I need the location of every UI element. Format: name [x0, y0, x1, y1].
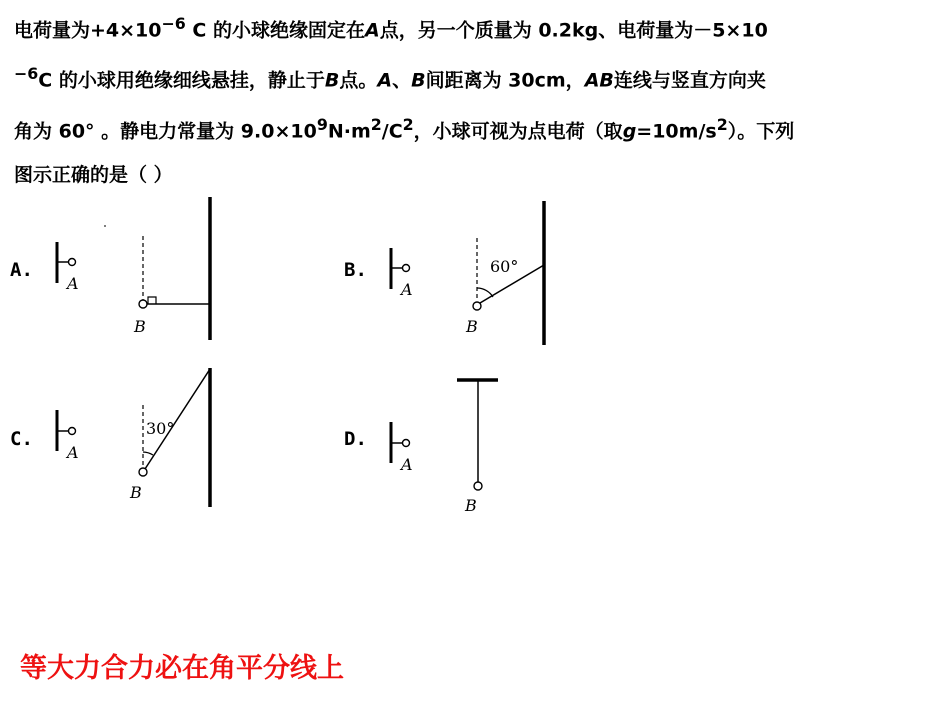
point-b-label: B	[130, 483, 142, 502]
ball-b	[474, 482, 482, 490]
diagram-option-a[interactable]	[57, 197, 210, 340]
angle-arc	[477, 288, 493, 297]
point-a-label: A	[67, 443, 79, 462]
answer-note: 等大力合力必在角平分线上	[20, 653, 344, 684]
question-line-2: $^{-6}$C 的小球用绝缘细线悬挂，静止于B点。A、B间距离为 30cm，AB连线与竖直方向夹	[14, 64, 766, 92]
ball-b	[473, 302, 481, 310]
angle-label: 30°	[146, 419, 175, 438]
point-a-label: A	[401, 280, 413, 299]
question-line-1: 电荷量为$+4\times 10^{-6}$ C 的小球绝缘固定在A点，另一个质量为 0.2kg、电荷量为－5×10	[14, 14, 768, 42]
option-d-label[interactable]: D.	[344, 428, 367, 450]
question-line-4: 图示正确的是（ ）	[14, 163, 173, 186]
option-b-label[interactable]: B.	[344, 259, 367, 281]
right-angle-mark	[148, 297, 156, 304]
point-a-label: A	[401, 455, 413, 474]
point-a-label: A	[67, 274, 79, 293]
option-c-label[interactable]: C.	[10, 428, 33, 450]
option-a-label[interactable]: A.	[10, 259, 33, 281]
angle-label: 60°	[490, 257, 519, 276]
point-b-label: B	[134, 317, 146, 336]
question-line-3: 角为 60° 。静电力常量为 $9.0\times 10^9N\cdot m^2/C^2$，小球可视为点电荷（取$g=10m/s^2$）。下列	[14, 114, 795, 142]
point-b-label: B	[466, 317, 478, 336]
diagram-option-b[interactable]	[391, 201, 544, 345]
ball-b	[139, 468, 147, 476]
diagram-option-d[interactable]	[391, 380, 498, 515]
angle-arc	[143, 452, 153, 455]
diagram-option-c[interactable]	[57, 368, 210, 507]
ball-b	[139, 300, 147, 308]
point-b-label: B	[465, 496, 477, 515]
stray-dot	[104, 225, 106, 227]
